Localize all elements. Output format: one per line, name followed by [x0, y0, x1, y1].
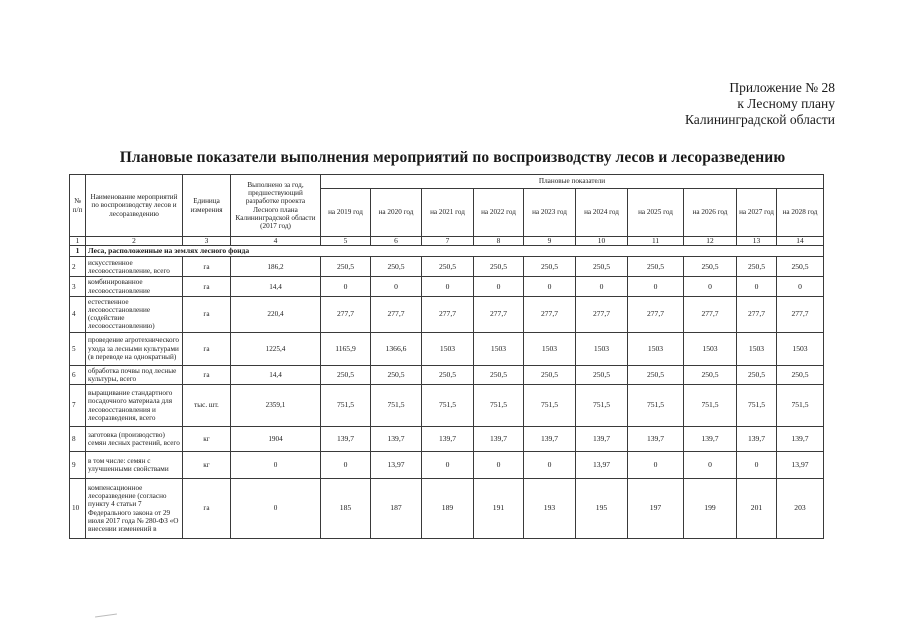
row-value: 0 — [737, 277, 777, 296]
row-value: 139,7 — [422, 427, 474, 452]
row-value: 751,5 — [684, 385, 737, 427]
row-value: 191 — [474, 479, 524, 539]
header-year: на 2020 год — [371, 189, 422, 237]
row-value: 0 — [576, 277, 628, 296]
column-index: 1 — [70, 237, 86, 246]
row-value: 751,5 — [576, 385, 628, 427]
row-value: 751,5 — [628, 385, 684, 427]
column-index: 10 — [576, 237, 628, 246]
row-value: 197 — [628, 479, 684, 539]
column-index: 2 — [86, 237, 183, 246]
row-value: 250,5 — [684, 257, 737, 277]
row-value: 1503 — [422, 332, 474, 365]
row-done: 0 — [231, 452, 321, 479]
row-done: 1225,4 — [231, 332, 321, 365]
row-num: 5 — [70, 332, 86, 365]
row-value: 250,5 — [524, 365, 576, 384]
row-value: 185 — [321, 479, 371, 539]
row-name: проведение агротехнического ухода за лесными культурами (в переводе на однократный) — [86, 332, 183, 365]
row-num: 3 — [70, 277, 86, 296]
row-value: 193 — [524, 479, 576, 539]
row-value: 139,7 — [628, 427, 684, 452]
column-index: 8 — [474, 237, 524, 246]
row-value: 751,5 — [321, 385, 371, 427]
row-value: 0 — [321, 452, 371, 479]
row-value: 277,7 — [422, 296, 474, 332]
column-index: 14 — [777, 237, 824, 246]
row-num: 10 — [70, 479, 86, 539]
header-done: Выполнено за год, предшествующий разработке проекта Лесного плана Калининградской области (2017 год) — [231, 175, 321, 237]
row-num: 4 — [70, 296, 86, 332]
row-value: 277,7 — [576, 296, 628, 332]
row-value: 139,7 — [684, 427, 737, 452]
row-value: 189 — [422, 479, 474, 539]
row-name: в том числе: семян с улучшенными свойствами — [86, 452, 183, 479]
row-value: 0 — [422, 452, 474, 479]
plan-table — [69, 174, 824, 539]
row-value: 1503 — [576, 332, 628, 365]
column-index: 3 — [183, 237, 231, 246]
row-done: 186,2 — [231, 257, 321, 277]
row-value: 751,5 — [422, 385, 474, 427]
row-num: 7 — [70, 385, 86, 427]
row-value: 195 — [576, 479, 628, 539]
row-value: 139,7 — [321, 427, 371, 452]
row-value: 250,5 — [777, 365, 824, 384]
section-label: Леса, расположенные на землях лесного фонда — [86, 246, 824, 257]
row-done: 220,4 — [231, 296, 321, 332]
row-value: 139,7 — [576, 427, 628, 452]
row-value: 250,5 — [321, 257, 371, 277]
column-index: 5 — [321, 237, 371, 246]
row-value: 0 — [474, 277, 524, 296]
row-value: 1503 — [777, 332, 824, 365]
appendix-line-1: Приложение № 28 — [729, 80, 835, 95]
row-value: 1503 — [474, 332, 524, 365]
header-num: № п/п — [70, 175, 86, 237]
row-unit: тыс. шт. — [183, 385, 231, 427]
table-row — [70, 479, 824, 539]
row-value: 277,7 — [321, 296, 371, 332]
column-index-row — [70, 237, 824, 246]
row-value: 0 — [371, 277, 422, 296]
row-name: искусственное лесовосстановление, всего — [86, 257, 183, 277]
row-value: 0 — [684, 452, 737, 479]
row-value: 250,5 — [422, 257, 474, 277]
row-num: 2 — [70, 257, 86, 277]
row-name: естественное лесовосстановление (содействие лесовосстановлению) — [86, 296, 183, 332]
row-name: заготовка (производство) семян лесных растений, всего — [86, 427, 183, 452]
row-unit: га — [183, 257, 231, 277]
row-value: 751,5 — [371, 385, 422, 427]
row-unit: га — [183, 296, 231, 332]
row-value: 250,5 — [371, 257, 422, 277]
header-year: на 2021 год — [422, 189, 474, 237]
row-value: 250,5 — [628, 365, 684, 384]
row-value: 1366,6 — [371, 332, 422, 365]
row-done: 2359,1 — [231, 385, 321, 427]
section-row — [70, 246, 824, 257]
header-planned: Плановые показатели — [321, 175, 824, 189]
appendix-line-2: к Лесному плану — [737, 96, 835, 111]
row-unit: га — [183, 332, 231, 365]
row-value: 0 — [777, 277, 824, 296]
row-value: 277,7 — [777, 296, 824, 332]
row-value: 250,5 — [576, 365, 628, 384]
row-value: 1165,9 — [321, 332, 371, 365]
header-year: на 2022 год — [474, 189, 524, 237]
row-value: 1503 — [684, 332, 737, 365]
row-value: 277,7 — [737, 296, 777, 332]
row-value: 250,5 — [474, 365, 524, 384]
row-value: 0 — [524, 277, 576, 296]
row-done: 1904 — [231, 427, 321, 452]
row-value: 277,7 — [628, 296, 684, 332]
row-name: выращивание стандартного посадочного материала для лесовосстановления и лесоразведения, всего — [86, 385, 183, 427]
row-value: 250,5 — [684, 365, 737, 384]
header-year: на 2024 год — [576, 189, 628, 237]
table-row — [70, 296, 824, 332]
row-done: 0 — [231, 479, 321, 539]
row-value: 187 — [371, 479, 422, 539]
row-unit: га — [183, 479, 231, 539]
column-index: 13 — [737, 237, 777, 246]
table-row — [70, 365, 824, 384]
row-value: 751,5 — [737, 385, 777, 427]
row-value: 139,7 — [737, 427, 777, 452]
row-num: 6 — [70, 365, 86, 384]
row-unit: кг — [183, 452, 231, 479]
row-value: 0 — [684, 277, 737, 296]
column-index: 6 — [371, 237, 422, 246]
row-value: 201 — [737, 479, 777, 539]
row-unit: га — [183, 277, 231, 296]
column-index: 4 — [231, 237, 321, 246]
row-value: 0 — [628, 277, 684, 296]
row-value: 13,97 — [371, 452, 422, 479]
row-value: 0 — [737, 452, 777, 479]
row-value: 1503 — [737, 332, 777, 365]
row-value: 277,7 — [371, 296, 422, 332]
row-value: 13,97 — [576, 452, 628, 479]
table-row — [70, 332, 824, 365]
row-value: 277,7 — [524, 296, 576, 332]
row-num: 9 — [70, 452, 86, 479]
row-name: компенсационное лесоразведение (согласно пункту 4 статьи 7 Федерального закона от 29 июля 2017 года № 280-ФЗ «О внесении изменений в — [86, 479, 183, 539]
header-year: на 2026 год — [684, 189, 737, 237]
row-value: 199 — [684, 479, 737, 539]
row-value: 203 — [777, 479, 824, 539]
row-unit: га — [183, 365, 231, 384]
row-value: 0 — [321, 277, 371, 296]
row-value: 250,5 — [321, 365, 371, 384]
column-index: 11 — [628, 237, 684, 246]
row-value: 250,5 — [422, 365, 474, 384]
row-done: 14,4 — [231, 277, 321, 296]
header-year: на 2028 год — [777, 189, 824, 237]
header-year: на 2025 год — [628, 189, 684, 237]
row-value: 1503 — [628, 332, 684, 365]
table-row — [70, 277, 824, 296]
row-value: 13,97 — [777, 452, 824, 479]
row-num: 8 — [70, 427, 86, 452]
column-index: 7 — [422, 237, 474, 246]
table-row — [70, 257, 824, 277]
row-value: 250,5 — [576, 257, 628, 277]
row-name: обработка почвы под лесные культуры, всего — [86, 365, 183, 384]
row-unit: кг — [183, 427, 231, 452]
row-value: 139,7 — [371, 427, 422, 452]
row-value: 250,5 — [777, 257, 824, 277]
row-value: 277,7 — [684, 296, 737, 332]
header-name: Наименование мероприятий по воспроизводству лесов и лесоразведению — [86, 175, 183, 237]
document-title: Плановые показатели выполнения мероприятий по воспроизводству лесов и лесоразведению — [119, 149, 786, 166]
row-value: 139,7 — [777, 427, 824, 452]
row-value: 250,5 — [371, 365, 422, 384]
row-value: 250,5 — [524, 257, 576, 277]
row-value: 751,5 — [524, 385, 576, 427]
row-value: 277,7 — [474, 296, 524, 332]
header-unit: Единица измерения — [183, 175, 231, 237]
header-year: на 2023 год — [524, 189, 576, 237]
appendix-reference — [685, 80, 835, 128]
row-value: 250,5 — [628, 257, 684, 277]
row-value: 139,7 — [474, 427, 524, 452]
row-name: комбинированное лесовосстановление — [86, 277, 183, 296]
section-num: 1 — [70, 246, 86, 257]
table-row — [70, 427, 824, 452]
table-row — [70, 385, 824, 427]
row-value: 751,5 — [777, 385, 824, 427]
appendix-line-3: Калининградской области — [684, 112, 835, 127]
row-value: 0 — [474, 452, 524, 479]
row-value: 1503 — [524, 332, 576, 365]
row-done: 14,4 — [231, 365, 321, 384]
header-year: на 2019 год — [321, 189, 371, 237]
row-value: 751,5 — [474, 385, 524, 427]
row-value: 250,5 — [737, 257, 777, 277]
column-index: 9 — [524, 237, 576, 246]
pen-mark — [95, 613, 117, 617]
row-value: 0 — [628, 452, 684, 479]
row-value: 250,5 — [474, 257, 524, 277]
row-value: 0 — [422, 277, 474, 296]
table-row — [70, 452, 824, 479]
row-value: 0 — [524, 452, 576, 479]
column-index: 12 — [684, 237, 737, 246]
row-value: 250,5 — [737, 365, 777, 384]
row-value: 139,7 — [524, 427, 576, 452]
header-year: на 2027 год — [737, 189, 777, 237]
